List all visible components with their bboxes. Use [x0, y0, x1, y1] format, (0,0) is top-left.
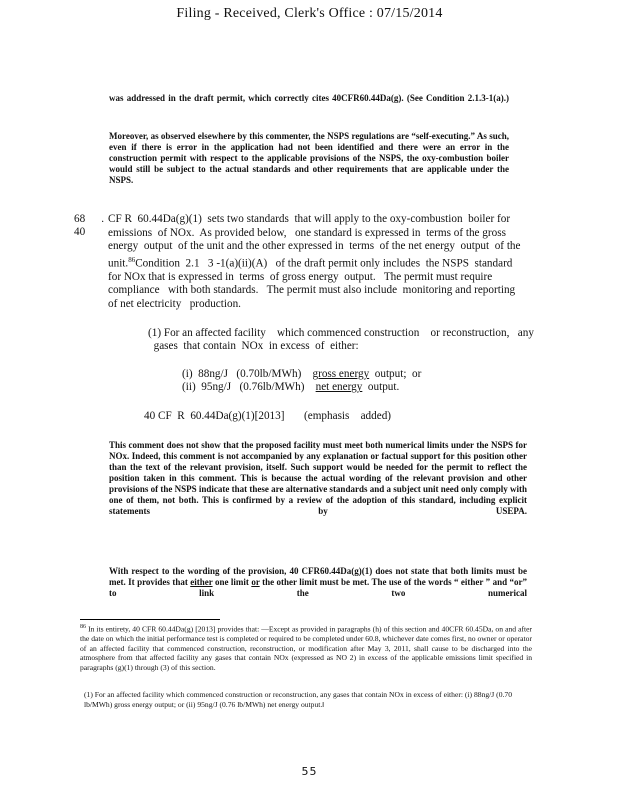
para-text: the other limit must be met. The use of the words “ either ” and “or” to link the two numerical	[109, 577, 528, 598]
footnote-text: In its entirety, 40 CFR 60.44Da(g) [2013] provides that: —Except as provided in paragraphs (h) of this section and 40CFR 60.45Da, on and after the date on which the initial performance test is completed or required to be completed under 60.8, whichever date comes first, no owner or operator of an affected facility that commenced construction, reconstruction, or modification after May 3, 2011, shall cause to be discharged into the atmosphere from that affected facility any gases that contain NOx (expressed as NO 2) in excess of the applicable emissions limit specified in paragraphs (g)(1) through (3) of this section.	[80, 624, 532, 672]
item-line: of net electricity production.	[108, 297, 241, 310]
para-text: With respect to the wording of the provision, 40 CFR60.44Da(g)(1) does not state that both limits must be met. It provides that	[109, 566, 527, 587]
quote-citation: 40 CF R 60.44Da(g)(1)[2013] (emphasis added)	[144, 410, 392, 422]
emphasis-underline: either	[190, 577, 213, 587]
footnote-subparagraph: (1) For an affected facility which commenced construction or reconstruction, any gases that contain NOx in excess of either: (i) 88ng/J (0.70 lb/MWh) gross energy output; or (ii) 95ng/J (0.76 lb/MWh) net energy output.‖	[84, 690, 512, 709]
item-line: for NOx that is expressed in terms of gross energy output. The permit must require	[108, 270, 493, 283]
continued-paragraph: was addressed in the draft permit, which correctly cites 40CFR60.44Da(g). (See Condition 2.1.3-1(a).)	[109, 93, 509, 103]
option-text: output; or	[369, 368, 422, 380]
quote-options	[182, 368, 482, 395]
item-number: 68 . 40	[74, 213, 104, 239]
item-line: energy output of the unit and the other expressed in terms of the net energy output of the	[108, 240, 521, 253]
item-line: compliance with both standards. The permit must also include monitoring and reporting	[108, 284, 516, 297]
item-line: unit.	[108, 257, 129, 270]
footnote-marker: 86	[80, 624, 86, 630]
filing-header: Filing - Received, Clerk's Office : 07/15/2014	[176, 6, 443, 21]
option-text: (ii) 95ng/J (0.76lb/MWh)	[182, 381, 316, 394]
footnote-ref[interactable]: 86	[128, 255, 136, 264]
quote-line: (1) For an affected facility which commenced construction or reconstruction, any	[148, 327, 534, 339]
quoted-regulation	[148, 327, 538, 354]
footnote-divider	[80, 619, 220, 620]
item-line: CF R 60.44Da(g)(1) sets two standards that will apply to the oxy-combustion boiler for	[108, 213, 511, 225]
option-text: (i) 88ng/J (0.70lb/MWh)	[182, 368, 313, 380]
item-line: emissions of NOx. As provided below, one standard is expressed in terms of the gross	[108, 227, 506, 239]
emphasis-underline: gross energy	[312, 368, 370, 380]
option-text: output.	[362, 381, 400, 394]
item-line: Condition 2.1 3 -1(a)(ii)(A) of the draft permit only includes the NSPS standard	[135, 257, 513, 270]
emphasis-underline: or	[251, 577, 260, 587]
page-number: 55	[301, 765, 318, 778]
response-paragraph: This comment does not show that the proposed facility must meet both numerical limits under the NSPS for NOx. Indeed, this comment is not accompanied by any explanation or factual support for this position other than the text of the relevant provision, itself. Such support would be needed for the permit to reflect the position taken in this comment. This is because the actual wording of the relevant provision and other provisions of the NSPS indicate that these are alternative standards and a subject unit need only comply with one of them, not both. This is confirmed by a review of the adoption of this standard, including explicit statements by USEPA.	[109, 440, 527, 516]
item-68-paragraph-cont	[108, 227, 538, 311]
wording-paragraph	[109, 566, 527, 599]
footnote-86	[80, 623, 532, 673]
self-executing-paragraph: Moreover, as observed elsewhere by this commenter, the NSPS regulations are “self-executing.” As such, even if there is error in the application had not been identified and there were an error in the construction permit with respect to the applicable provisions of the NSPS, the oxy-combustion boiler would still be subject to the actual standards and other requirements that are applicable under the NSPS.	[109, 131, 509, 185]
emphasis-underline: net energy	[315, 381, 363, 394]
para-text: one limit	[212, 577, 252, 587]
item-68-paragraph	[108, 213, 538, 226]
quote-line: gases that contain NOx in excess of either:	[153, 340, 359, 353]
